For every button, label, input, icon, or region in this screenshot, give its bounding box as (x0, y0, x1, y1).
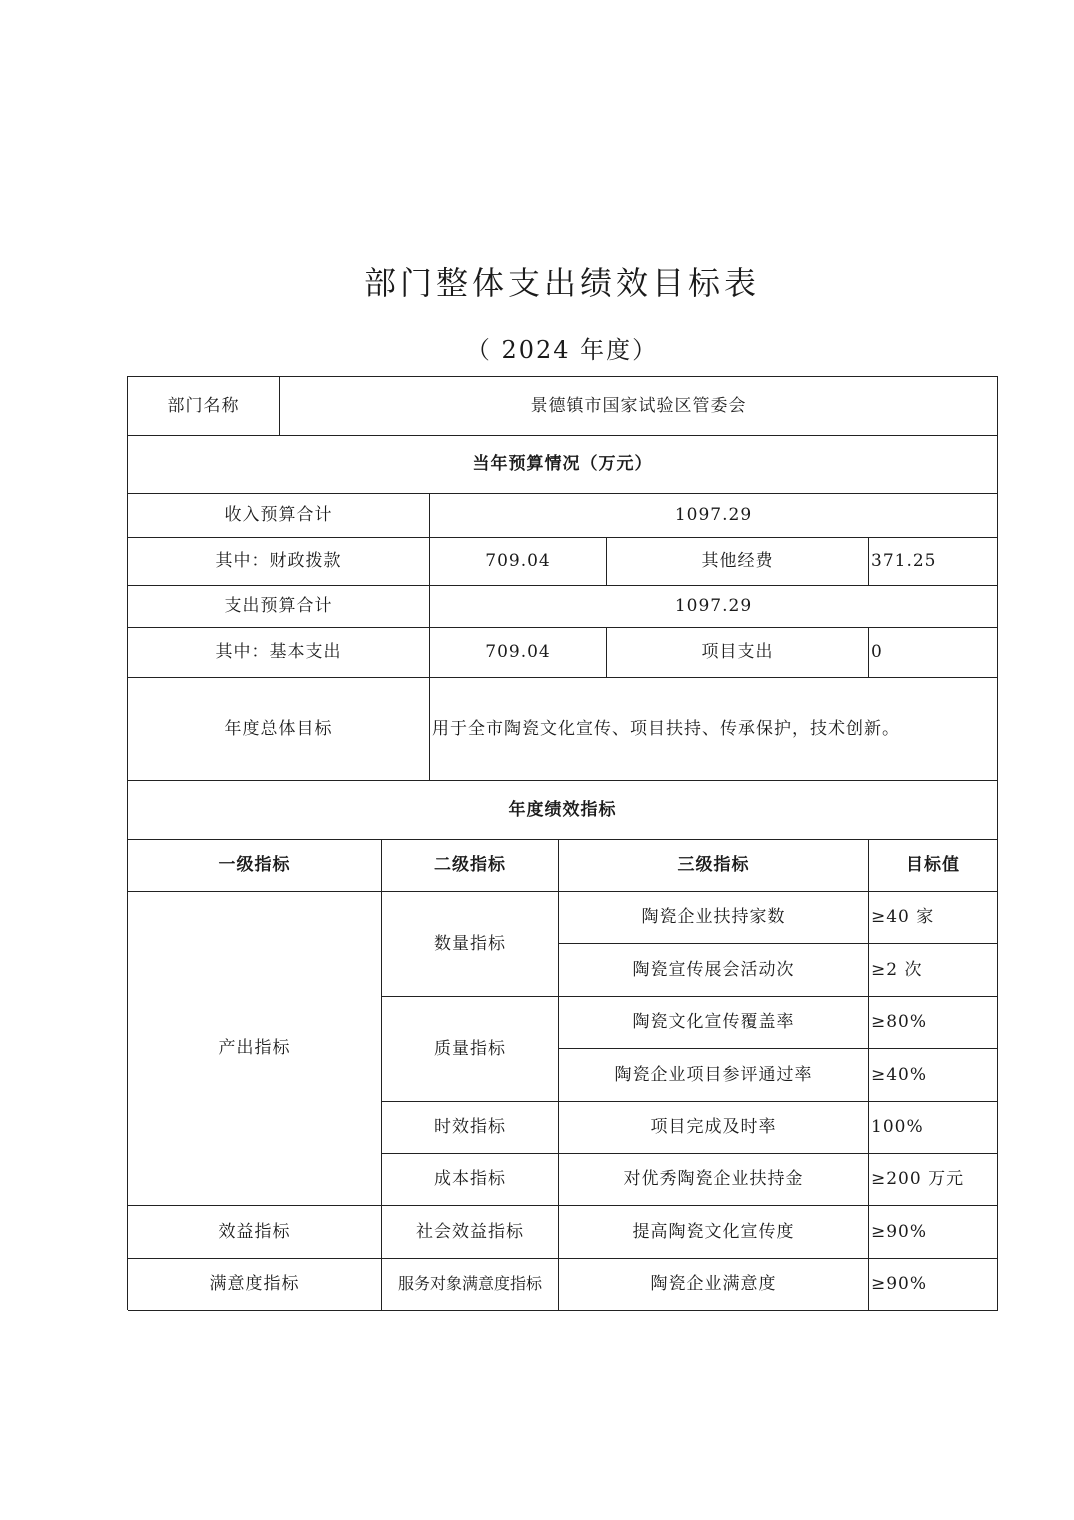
basic-label: 其中：基本支出 (128, 628, 430, 678)
project-label: 项目支出 (607, 628, 869, 678)
col-target: 目标值 (869, 840, 998, 892)
col-level2: 二级指标 (382, 840, 559, 892)
budget-header: 当年预算情况（万元） (128, 436, 998, 494)
col-level1: 一级指标 (128, 840, 382, 892)
other-label: 其他经费 (607, 538, 869, 586)
level3-item: 陶瓷文化宣传覆盖率 (559, 997, 869, 1049)
level3-item: 陶瓷宣传展会活动次 (559, 944, 869, 997)
goal-label: 年度总体目标 (128, 678, 430, 781)
col-level3: 三级指标 (559, 840, 869, 892)
level2-social: 社会效益指标 (382, 1206, 559, 1259)
dept-label: 部门名称 (128, 377, 280, 436)
level3-item: 陶瓷企业项目参评通过率 (559, 1049, 869, 1102)
target-value: ≥80% (869, 997, 998, 1049)
level2-timeliness: 时效指标 (382, 1102, 559, 1154)
fiscal-value: 709.04 (430, 538, 607, 586)
page-subtitle: （ 2024 年度） (465, 336, 659, 364)
expense-total-label: 支出预算合计 (128, 586, 430, 628)
target-value: ≥200 万元 (869, 1154, 998, 1206)
level1-benefit: 效益指标 (128, 1206, 382, 1259)
other-value: 371.25 (869, 538, 998, 586)
level3-item: 对优秀陶瓷企业扶持金 (559, 1154, 869, 1206)
target-value: ≥2 次 (869, 944, 998, 997)
level1-satisfaction: 满意度指标 (128, 1259, 382, 1311)
level2-quality: 质量指标 (382, 997, 559, 1102)
level3-item: 项目完成及时率 (559, 1102, 869, 1154)
level3-item: 陶瓷企业满意度 (559, 1259, 869, 1311)
income-total-value: 1097.29 (430, 494, 998, 538)
level3-item: 陶瓷企业扶持家数 (559, 892, 869, 944)
level2-cost: 成本指标 (382, 1154, 559, 1206)
level2-service: 服务对象满意度指标 (382, 1259, 559, 1311)
target-value: ≥90% (869, 1259, 998, 1311)
expense-total-value: 1097.29 (430, 586, 998, 628)
target-value: 100% (869, 1102, 998, 1154)
goal-value: 用于全市陶瓷文化宣传、项目扶持、传承保护，技术创新。 (430, 678, 998, 781)
performance-table (127, 376, 998, 1310)
target-value: ≥40 家 (869, 892, 998, 944)
project-value: 0 (869, 628, 998, 678)
target-value: ≥40% (869, 1049, 998, 1102)
indicators-header: 年度绩效指标 (128, 781, 998, 840)
fiscal-label: 其中：财政拨款 (128, 538, 430, 586)
dept-value: 景德镇市国家试验区管委会 (280, 377, 998, 436)
level3-item: 提高陶瓷文化宣传度 (559, 1206, 869, 1259)
page-title: 部门整体支出绩效目标表 (363, 264, 760, 302)
level1-output: 产出指标 (128, 892, 382, 1206)
income-total-label: 收入预算合计 (128, 494, 430, 538)
basic-value: 709.04 (430, 628, 607, 678)
target-value: ≥90% (869, 1206, 998, 1259)
level2-quantity: 数量指标 (382, 892, 559, 997)
